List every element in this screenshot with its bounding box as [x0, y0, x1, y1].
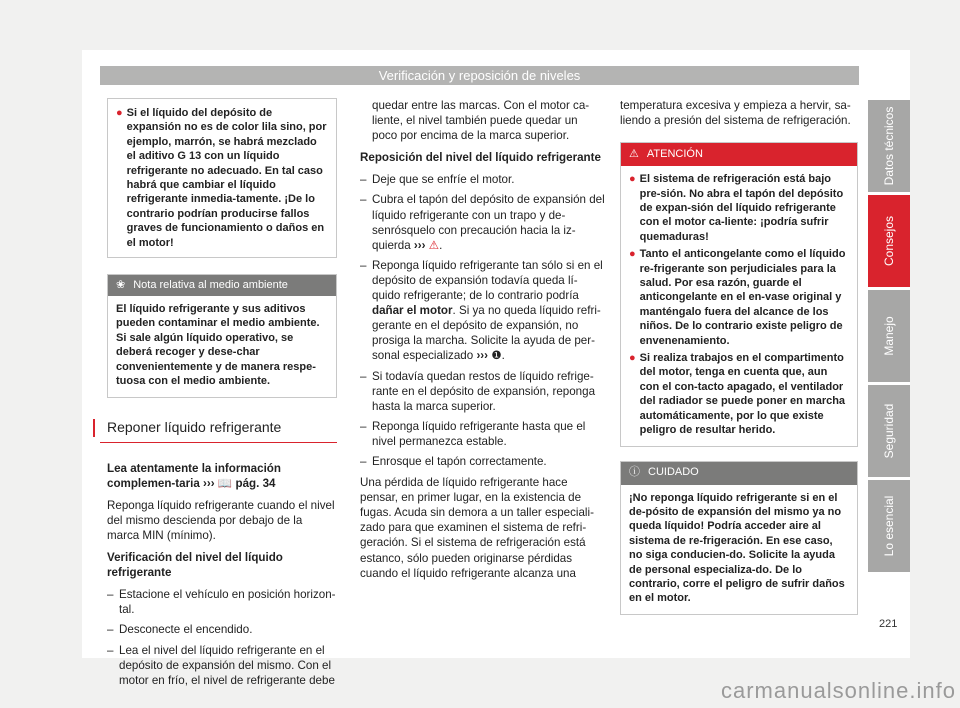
tab-consejos[interactable]: Consejos [868, 195, 910, 287]
caution-title: CUIDADO [648, 466, 699, 479]
caution-header [621, 462, 857, 485]
list-item: – Reponga líquido refrigerante tan sólo si en el depósito de expansión todavía queda lí-quido refrigerante; de lo contrario podría dañar el motor. Si ya no queda líquido refri-gerante en el depósito de expansión, no prosiga la marcha. Solicite la ayuda de per-sonal especializado ››› ❶. [360, 258, 603, 363]
section-title: Reponer líquido refrigerante [100, 420, 337, 443]
bullet-icon: ● [629, 352, 636, 365]
arrow-icon: ››› [413, 238, 426, 252]
list-item: – Si todavía quedan restos de líquido refrige-rante en el depósito de expansión, reponga hasta la marca superior. [360, 369, 596, 413]
book-icon: 📖 [217, 476, 233, 490]
list-item: – Desconecte el encendido. [107, 623, 253, 637]
intro-paragraph [107, 461, 337, 491]
column-1 [107, 98, 337, 693]
bullet-icon: ● [116, 107, 123, 119]
list-item: – Deje que se enfríe el motor. [360, 173, 515, 187]
continued-text: temperatura excesiva y empieza a hervir, sa-liendo a presión del sistema de refrigeración. [620, 99, 851, 128]
list-item: – Estacione el vehículo en posición horizon-tal. [107, 588, 336, 617]
warning-icon: ⚠ [428, 238, 440, 252]
paragraph: Reponga líquido refrigerante cuando el nivel del mismo descienda por debajo de la marca MIN (mínimo). [107, 498, 335, 542]
warning-continuation-box [107, 98, 337, 258]
page-number: 221 [879, 618, 898, 630]
continued-text: quedar entre las marcas. Con el motor ca-liente, el nivel también puede quedar un poco por encima de la marca superior. [372, 99, 590, 143]
warning-title: ATENCIÓN [646, 148, 703, 161]
list-item: – Enrosque el tapón correctamente. [360, 454, 547, 468]
page-header: Verificación y reposición de niveles [100, 66, 859, 85]
caution-box [620, 461, 858, 615]
tab-seguridad[interactable]: Seguridad [868, 385, 910, 477]
subheading: Reposición del nivel del líquido refrigerante [360, 151, 601, 165]
watermark: carmanualsonline.info [720, 678, 956, 703]
environment-note-header [108, 275, 336, 296]
arrow-icon: ››› [203, 476, 215, 490]
list-item: – Reponga líquido refrigerante hasta que el nivel permanezca estable. [360, 419, 586, 448]
caution-icon: ❶ [491, 349, 502, 363]
tab-manejo[interactable]: Manejo [868, 290, 910, 382]
closing-paragraph: Una pérdida de líquido refrigerante hace pensar, en primer lugar, en la existencia de fugas. Acuda sin demora a un taller especiali-zado para que examinen el sistema de refri-geración. Si el sistema de refrigeración está estanco, sólo pueden originarse pérdidas cuando el líquido refrigerante alcanza una [360, 476, 594, 580]
caution-body: ¡No reponga líquido refrigerante si en el de-pósito de expansión del mismo ya no queda líquido! Podría acceder aire al sistema de re-frigeración. En ese caso, no siga conducien-do. Solicite la ayuda de personal especializa-do. De lo contrario, corre el peligro de sufrir daños en el motor. [629, 491, 845, 605]
list-item: – Lea el nivel del líquido refrigerante en el depósito de expansión del mismo. Con el motor en frío, el nivel de refrigerante debe [107, 643, 335, 687]
page-reference-link[interactable]: pág. 34 [235, 476, 276, 490]
warning-icon: ⚠ [629, 148, 639, 161]
list-item: – Cubra el tapón del depósito de expansión del líquido refrigerante con un trapo y de-senrósquelo con precaución hacia la iz-quierda ››› ⚠. [360, 193, 605, 252]
bullet-icon: ● [629, 248, 636, 261]
warning-box [620, 142, 858, 446]
warning-header [621, 143, 857, 166]
arrow-icon: ››› [476, 349, 489, 363]
environment-note-title: Nota relativa al medio ambiente [133, 279, 288, 292]
bullet-icon: ● [629, 173, 636, 186]
tab-lo-esencial[interactable]: Lo esencial [868, 480, 910, 572]
warning-body: ● El sistema de refrigeración está bajo pre-sión. No abra el tapón del depósito de expan-sión del líquido refrigerante con el motor ca-liente: ¡podría sufrir quemaduras! ● Tanto el anticongelante como el líquido re-frigerante son perjudiciales para la salud. Por esa razón, guarde el anticongelante en el en-vase original y manténgalo fuera del alcance de los niños. De lo contrario existe peligro de envenenamiento. ● Si realiza trabajos en el compartimento del motor, tenga en cuenta que, aun con el con-tacto apagado, el ventilador del radiador se puede poner en marcha automáticamente, por lo que existe peligro de resultar herido. [629, 173, 846, 437]
column-2 [360, 98, 605, 588]
leaf-icon: ❀ [116, 279, 126, 292]
caution-icon: ⓘ [629, 466, 640, 479]
tab-datos-tecnicos[interactable]: Datos técnicos [868, 100, 910, 192]
subheading: Verificación del nivel del líquido refrigerante [107, 551, 283, 580]
environment-note-body: El líquido refrigerante y sus aditivos pueden contaminar el medio ambiente. Si sale algún líquido operativo, se deberá recoger y dese-char convenientemente y de manera respe-tuosa con el medio ambiente. [116, 303, 320, 388]
chapter-sidebar [868, 100, 910, 575]
environment-note [107, 274, 337, 397]
warning-bullet-text: Si el líquido del depósito de expansión no es de color lila sino, por ejemplo, marrón, se habrá mezclado el aditivo G 13 con un líquido refrigerante no adecuado. En tal caso habrá que cambiar el líquido refrigerante inmedia-tamente. ¡De lo contrario podrían producirse fallos graves de funcionamiento o daños en el motor! [126, 107, 327, 249]
intro-bold: Lea atentamente la información complemen-taria [107, 461, 281, 490]
column-3 [620, 98, 858, 615]
